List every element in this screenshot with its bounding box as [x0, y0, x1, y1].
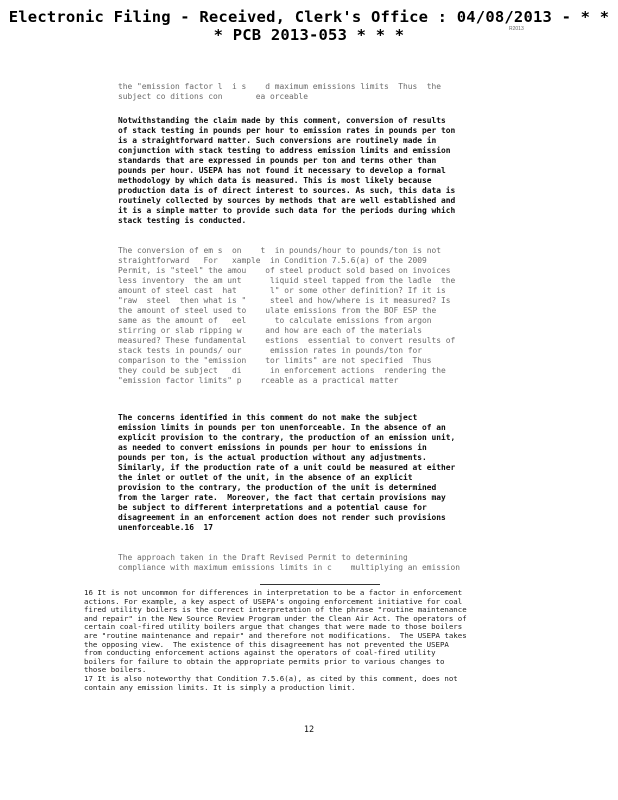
- text-line: Similarly, if the production rate of a unit could be measured at either: [118, 463, 456, 472]
- text-line: pounds per hour. USEPA has not found it necessary to develop a formal: [118, 166, 446, 175]
- text-line: compliance with maximum emissions limits in c multiplying an emission: [118, 563, 461, 572]
- text-line: The approach taken in the Draft Revised Permit to determining: [118, 553, 408, 562]
- text-line: 16 It is not uncommon for differences in interpretation to be a factor in enforcement: [84, 588, 463, 597]
- text-line: "emission factor limits" p rceable as a practical matter: [118, 376, 399, 385]
- text-line: it is a simple matter to provide such data for the periods during which: [118, 206, 456, 215]
- text-line: comparison to the "emission tor limits" are not specified Thus: [118, 356, 432, 365]
- text-line: Permit, is "steel" the amou of steel product sold based on invoices: [118, 266, 451, 275]
- text-line: subject co ditions con ea orceable: [118, 92, 309, 101]
- text-line: as needed to convert emissions in pounds per hour to emissions in: [118, 443, 427, 452]
- text-line: emission limits in pounds per ton unenforceable. In the absence of an: [118, 423, 446, 432]
- text-line: fired utility boilers is the correct interpretation of the phrase "routine maintenance: [84, 605, 467, 615]
- text-line: are "routine maintenance and repair" and therefore not modifications. The USEPA takes: [84, 630, 467, 640]
- text-line: stirring or slab ripping w and how are each of the materials: [118, 326, 423, 335]
- text-line: measured? These fundamental estions essential to convert results of: [118, 336, 456, 345]
- text-line: they could be subject di in enforcement actions rendering the: [118, 366, 446, 375]
- filing-stamp: R2013: [509, 26, 524, 32]
- text-line: pounds per ton, is the actual production without any adjustments.: [118, 453, 427, 462]
- text-line: Notwithstanding the claim made by this comment, conversion of results: [118, 116, 446, 125]
- text-line: contain any emission limits. It is simply a production limit.: [84, 682, 356, 692]
- text-line: 17 It is also noteworthy that Condition 7.5.6(a), as cited by this comment, does not: [84, 673, 458, 683]
- page-number: 12: [303, 725, 315, 735]
- text-line: standards that are expressed in pounds per ton and terms other than: [118, 156, 437, 165]
- text-line: the "emission factor l i s d maximum emissions limits Thus the: [118, 82, 442, 91]
- filing-header: Electronic Filing - Received, Clerk's Office : 04/08/2013 - * * * PCB 2013-053 * * *: [8, 8, 610, 44]
- text-line: The concerns identified in this comment do not make the subject: [118, 413, 418, 422]
- text-line: stack tests in pounds/ our emission rates in pounds/ton for: [118, 346, 423, 355]
- footnote-separator: [260, 584, 380, 585]
- text-line: "raw steel then what is " steel and how/where is it measured? Is: [118, 296, 451, 305]
- text-line: from conducting enforcement actions against the operators of coal-fired utility: [84, 648, 436, 658]
- text-line: amount of steel cast hat l" or some other definition? If it is: [118, 286, 446, 295]
- text-line: conjunction with stack testing to address emission limits and emission: [118, 146, 451, 155]
- text-line: of stack testing in pounds per hour to emission rates in pounds per ton: [118, 126, 456, 135]
- text-line: stack testing is conducted.: [118, 216, 247, 225]
- text-line: provision to the contrary, the production of the unit is determined: [118, 483, 437, 492]
- paragraph-4: [118, 413, 538, 533]
- text-line: certain coal-fired utility boilers argue that changes that were made to those boilers: [84, 622, 463, 632]
- paragraph-3: [118, 246, 538, 386]
- text-line: unenforceable.16 17: [118, 523, 214, 532]
- text-line: the opposing view. The existence of this disagreement has not prevented the USEPA: [84, 639, 449, 649]
- text-line: is a straightforward matter. Such conversions are routinely made in: [118, 136, 437, 145]
- text-line: straightforward For xample in Condition 7.5.6(a) of the 2009: [118, 256, 427, 265]
- text-line: The conversion of em s on t in pounds/hour to pounds/ton is not: [118, 246, 442, 255]
- text-line: actions. For example, a key aspect of USEPA's ongoing enforcement initiative for coal: [84, 596, 463, 606]
- text-line: boilers for failure to obtain the appropriate permits prior to various changes to: [84, 656, 445, 666]
- text-line: routinely collected by sources by methods that are well established and: [118, 196, 456, 205]
- text-line: disagreement in an enforcement action does not render such provisions: [118, 513, 446, 522]
- paragraph-5: [118, 553, 538, 573]
- text-line: from the larger rate. Moreover, the fact that certain provisions may: [118, 493, 446, 502]
- text-line: same as the amount of eel to calculate emissions from argon: [118, 316, 432, 325]
- text-line: production data is of direct interest to sources. As such, this data is: [118, 186, 456, 195]
- text-line: and repair" in the New Source Review Program under the Clean Air Act. The operators of: [84, 613, 467, 623]
- paragraph-2: [118, 116, 538, 226]
- paragraph-1: [118, 82, 538, 102]
- footnotes: [84, 589, 544, 692]
- text-line: the inlet or outlet of the unit, in the absence of an explicit: [118, 473, 413, 482]
- text-line: methodology by which data is measured. This is most likely because: [118, 176, 432, 185]
- text-line: the amount of steel used to ulate emissions from the BOF ESP the: [118, 306, 437, 315]
- text-line: those boilers.: [84, 665, 147, 675]
- text-line: explicit provision to the contrary, the production of an emission unit,: [118, 433, 456, 442]
- text-line: be subject to different interpretations and a potential cause for: [118, 503, 427, 512]
- text-line: less inventory the am unt liquid steel tapped from the ladle the: [118, 276, 456, 285]
